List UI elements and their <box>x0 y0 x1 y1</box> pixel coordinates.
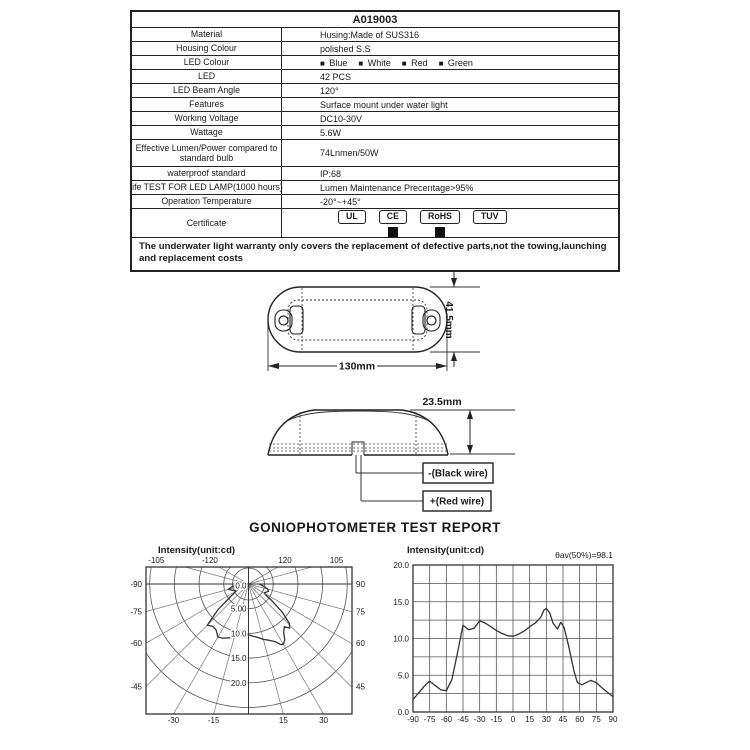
spec-row-value: 5.6W <box>320 127 342 138</box>
certificate-badge: RoHS <box>420 210 460 224</box>
led-color-option: ■ Green <box>438 57 473 68</box>
svg-text:15.0: 15.0 <box>393 597 409 607</box>
product-spec-table <box>130 10 620 272</box>
certificate-item <box>379 210 407 237</box>
svg-text:-90: -90 <box>130 580 142 589</box>
table-row <box>132 195 618 209</box>
warranty-note: The underwater light warranty only covers the replacement of defective parts,not the towing,launching and replacement costs <box>139 241 607 265</box>
svg-text:0: 0 <box>510 715 516 724</box>
svg-text:-15: -15 <box>490 715 503 724</box>
product-model-header: A019003 <box>132 12 618 28</box>
svg-text:-120: -120 <box>201 556 218 565</box>
svg-text:0.0: 0.0 <box>235 581 247 591</box>
led-color-option: ■ Blue <box>320 57 348 68</box>
side-view-drawing <box>230 390 520 520</box>
table-row <box>132 56 618 70</box>
svg-text:0.0: 0.0 <box>397 708 409 717</box>
table-row <box>132 42 618 56</box>
svg-text:90: 90 <box>608 715 618 724</box>
spec-row-label: life TEST FOR LED LAMP(1000 hours) <box>130 182 283 193</box>
beam-angle-annotation: θav(50%)=98.1 <box>555 550 613 560</box>
red-wire-label: +(Red wire) <box>429 496 485 508</box>
spec-row-value: Surface mount under water light <box>320 99 448 110</box>
svg-text:-45: -45 <box>457 715 469 724</box>
svg-text:15.0: 15.0 <box>230 654 247 664</box>
led-color-option: ■ Red <box>401 57 428 68</box>
svg-text:-90: -90 <box>407 715 419 724</box>
color-swatch-icon: ■ <box>401 58 407 68</box>
table-row <box>132 126 618 140</box>
color-swatch-icon: ■ <box>438 58 444 68</box>
lens-window-outline <box>288 300 427 340</box>
certificate-checked-mark <box>388 227 398 237</box>
spec-row-value: IP:68 <box>320 168 342 179</box>
svg-text:-30: -30 <box>167 716 180 725</box>
spec-row-value: Husing:Made of SUS316 <box>320 29 420 40</box>
left-screw-hole <box>279 316 288 325</box>
cartesian-chart-title: Intensity(unit:cd) <box>407 545 485 556</box>
spec-row-label: waterproof standard <box>132 167 282 180</box>
report-heading: GONIOPHOTOMETER TEST REPORT <box>249 520 501 535</box>
led-color-option: ■ White <box>358 57 391 68</box>
spec-row-label: LED Beam Angle <box>132 84 282 97</box>
svg-text:5.0: 5.0 <box>397 671 409 681</box>
certificate-item <box>420 210 460 237</box>
svg-text:45: 45 <box>558 715 568 724</box>
svg-text:-60: -60 <box>440 715 453 724</box>
spec-row-value: polished S.S <box>320 43 371 54</box>
cartesian-intensity-chart <box>390 540 670 740</box>
table-row <box>132 181 618 195</box>
side-view-height-dimension: 23.5mm <box>422 396 462 408</box>
svg-text:20.0: 20.0 <box>393 561 409 570</box>
svg-text:90: 90 <box>356 580 365 589</box>
table-row <box>132 70 618 84</box>
svg-text:60: 60 <box>575 715 585 724</box>
svg-text:60: 60 <box>356 639 365 649</box>
svg-text:75: 75 <box>591 715 601 724</box>
table-row <box>132 112 618 126</box>
svg-text:15: 15 <box>278 716 288 725</box>
spec-row-value: -20°~+45° <box>320 196 361 207</box>
table-row <box>132 28 618 42</box>
right-screw-hole <box>427 316 436 325</box>
color-swatch-icon: ■ <box>358 58 364 68</box>
spec-row-label: Housing Colour <box>132 42 282 55</box>
svg-text:20.0: 20.0 <box>230 678 247 688</box>
spec-table-rows <box>132 28 618 238</box>
svg-text:5.00: 5.00 <box>230 604 247 614</box>
certificate-badges <box>320 210 520 237</box>
svg-text:-75: -75 <box>130 607 142 617</box>
svg-text:45: 45 <box>356 682 365 692</box>
spec-row-label: Effective Lumen/Power compared to standard bulb <box>132 140 282 166</box>
top-view-height-dimension: 41.5mm <box>443 301 454 339</box>
table-row <box>132 98 618 112</box>
certificate-item <box>473 210 507 237</box>
black-wire-label: -(Black wire) <box>428 468 488 480</box>
table-row <box>132 167 618 181</box>
svg-text:10.0: 10.0 <box>230 629 247 639</box>
spec-row-label: Features <box>132 98 282 111</box>
spec-row-label: Wattage <box>132 126 282 139</box>
spec-row-label: Operation Temperature <box>132 195 282 208</box>
spec-row-label: Material <box>132 28 282 41</box>
table-row <box>132 84 618 98</box>
spec-row-label: Certificate <box>132 209 282 237</box>
svg-text:-105: -105 <box>148 556 165 565</box>
svg-text:120: 120 <box>278 556 292 565</box>
spec-row-value: 74Lnmen/50W <box>320 148 379 158</box>
svg-text:-30: -30 <box>473 715 486 724</box>
color-swatch-icon: ■ <box>320 58 325 68</box>
spec-row-label: LED Colour <box>132 56 282 69</box>
spec-row-value <box>282 209 618 237</box>
polar-chart-title: Intensity(unit:cd) <box>158 545 236 556</box>
spec-row-value: 42 PCS <box>320 71 352 82</box>
svg-text:75: 75 <box>356 607 365 617</box>
spec-row-label: Working Voltage <box>132 112 282 125</box>
spec-row-value: Lumen Maintenance Precentage>95% <box>320 182 474 193</box>
svg-text:-75: -75 <box>423 715 436 724</box>
certificate-badge: UL <box>338 210 366 224</box>
top-view-outline <box>268 287 447 352</box>
svg-text:10.0: 10.0 <box>393 634 409 644</box>
top-view-drawing <box>230 270 490 385</box>
top-view-width-dimension: 130mm <box>338 360 376 373</box>
spec-row-label: LED <box>132 70 282 83</box>
polar-intensity-chart <box>95 540 395 740</box>
table-row <box>132 140 618 167</box>
svg-text:-15: -15 <box>207 716 220 725</box>
table-row <box>132 209 618 238</box>
certificate-badge: TUV <box>473 210 507 224</box>
svg-text:105: 105 <box>329 556 344 565</box>
certificate-badge: CE <box>379 210 407 224</box>
certificate-checked-mark <box>435 227 445 237</box>
certificate-item <box>338 210 366 237</box>
svg-text:30: 30 <box>319 716 329 725</box>
svg-text:-45: -45 <box>130 682 142 692</box>
svg-text:15: 15 <box>525 715 535 724</box>
spec-row-value: DC10-30V <box>320 113 363 124</box>
spec-row-value <box>282 56 618 69</box>
svg-text:30: 30 <box>541 715 551 724</box>
svg-text:-60: -60 <box>130 639 142 649</box>
spec-row-value: 120° <box>320 85 339 96</box>
